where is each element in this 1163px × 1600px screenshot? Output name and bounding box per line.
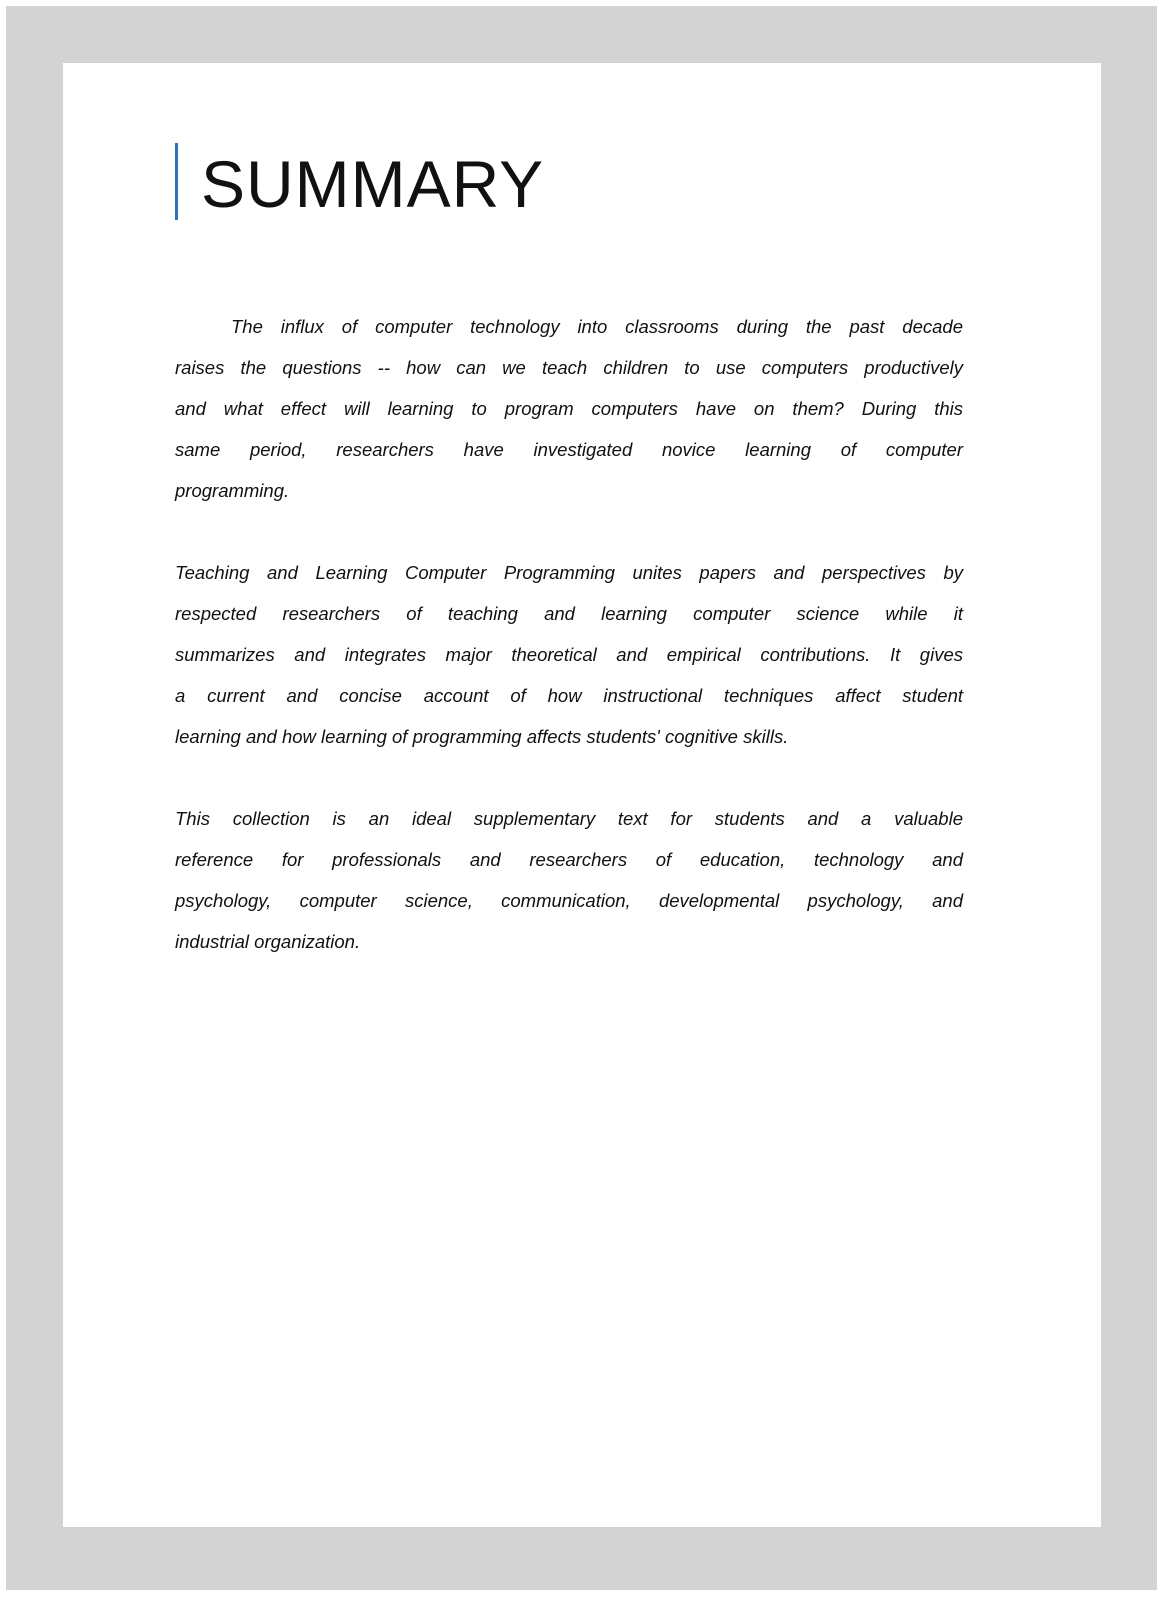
text-line: respected researchers of teaching and learning computer science while it (175, 603, 963, 624)
paragraph-3 (175, 798, 963, 962)
text-line: reference for professionals and researchers of education, technology and (175, 849, 963, 870)
text-line: learning and how learning of programming affects students' cognitive skills. (175, 726, 789, 747)
text-line: The influx of computer technology into classrooms during the past decade (231, 316, 963, 337)
paragraph-2 (175, 552, 963, 757)
text-line: a current and concise account of how instructional techniques affect student (175, 685, 963, 706)
text-line: raises the questions -- how can we teach children to use computers productively (175, 357, 963, 378)
text-line: programming. (175, 480, 290, 501)
text-line: psychology, computer science, communication, developmental psychology, and (175, 890, 963, 911)
text-line: Teaching and Learning Computer Programming unites papers and perspectives by (175, 562, 963, 583)
text-line: same period, researchers have investigated novice learning of computer (175, 439, 963, 460)
text-line: industrial organization. (175, 931, 361, 952)
heading-accent-bar (175, 143, 178, 220)
text-line: and what effect will learning to program computers have on them? During this (175, 398, 963, 419)
page-title: SUMMARY (201, 147, 545, 221)
summary-body (175, 306, 963, 1003)
text-line: This collection is an ideal supplementary text for students and a valuable (175, 808, 963, 829)
text-line: summarizes and integrates major theoretical and empirical contributions. It gives (175, 644, 963, 665)
paragraph-1 (175, 306, 963, 511)
